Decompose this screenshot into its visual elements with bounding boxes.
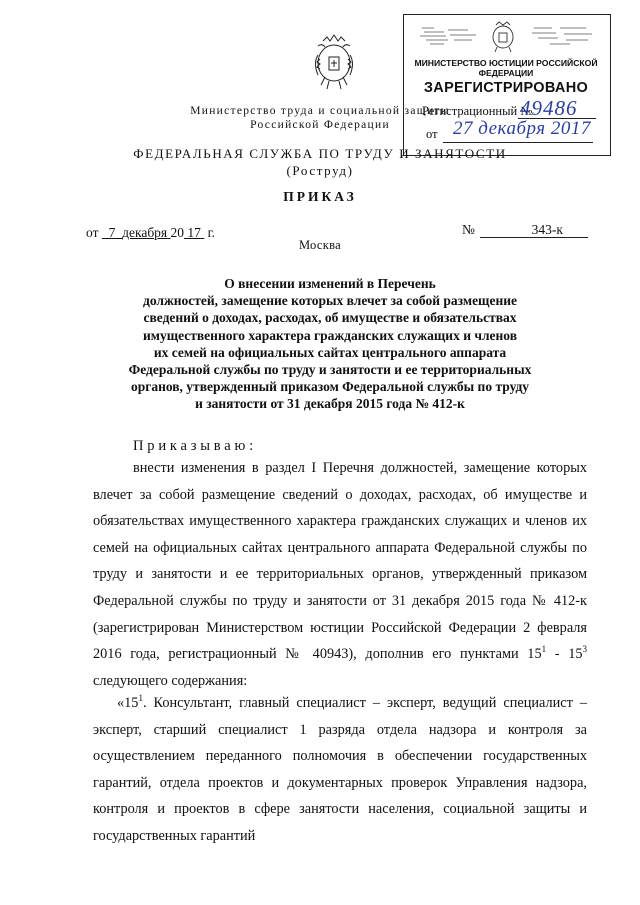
order-heading xyxy=(120,275,540,413)
service-header xyxy=(100,145,540,179)
stamp-ministry: МИНИСТЕРСТВО ЮСТИЦИИ РОССИЙСКОЙ ФЕДЕРАЦИИ xyxy=(414,58,598,78)
heading-line: и занятости от 31 декабря 2015 года № 412-к xyxy=(195,396,465,412)
heading-line: О внесении изменений в Перечень xyxy=(224,276,436,291)
stamp-number: 49486 xyxy=(520,96,578,120)
date-year-unit: г. xyxy=(207,225,216,240)
stamp-emblem-icon xyxy=(488,20,518,54)
date-day: 7 декабря xyxy=(108,225,168,240)
stamp-date-line xyxy=(443,142,593,143)
date-year: 17 xyxy=(187,225,201,240)
date-prefix: от xyxy=(86,225,99,240)
heading-line: сведений о доходах, расходах, об имуществе и обязательствах xyxy=(143,310,517,326)
order-command: Приказываю: xyxy=(133,438,257,454)
stamp-date: 27 декабря 2017 xyxy=(453,118,591,139)
ministry-line-1: Министерство труда и социальной защиты xyxy=(190,105,450,117)
stamp-date-label: от xyxy=(426,127,438,141)
service-line-2: (Роструд) xyxy=(286,163,354,178)
body-paragraph-1: внести изменения в раздел I Перечня должностей, замещение которых влечет за собой размещение сведений о доходах, расходах, об имуществе и обязательствах имущественного характера гражданских служащих и членов их семей на официальных сайтах центрального аппарата Федеральной службы по труду и занятости и ее территориальных органов, утвержденный приказом Федеральной службы по труду и занятости от 31 декабря 2015 года № 412-к (зарегистрирован Министерством юстиции Российской Федерации 2 февраля 2016 года, регистрационный № 40943), дополнив его пунктами $15^1 - 15^3$ следующего содержания: xyxy=(93,460,587,689)
ministry-line-2: Российской Федерации xyxy=(250,119,390,131)
number-label: № xyxy=(462,222,475,237)
body-paragraph-2: «$15^1$. Консультант, главный специалист – эксперт, ведущий специалист – эксперт, старший специалист 1 разряда отдела надзора и контроля за осуществлением переданного полномочия в обеспечении государственных гарантий, отдела проектов и документарных проверок Управления надзора, контроля и проектов в сфере занятости населения, социальной защиты и государственных гарантий xyxy=(93,693,587,844)
number-value: 343-к xyxy=(531,222,563,237)
date-year-prefix: 20 xyxy=(170,225,185,240)
heading-line: должностей, замещение которых влечет за собой размещение xyxy=(143,293,517,309)
heading-line: имущественного характера гражданских служащих и членов xyxy=(142,327,518,343)
coat-of-arms-icon xyxy=(311,33,357,93)
order-number xyxy=(462,222,563,238)
order-city: Москва xyxy=(298,238,342,252)
stamp-hatching xyxy=(420,22,478,48)
stamp-hatching xyxy=(530,22,594,48)
stamp-registered: ЗАРЕГИСТРИРОВАНО xyxy=(423,80,589,96)
stamp-number-label: Регистрационный № xyxy=(422,104,533,118)
heading-line: Федеральной службы по труду и занятости и ее территориальных xyxy=(128,362,532,378)
heading-line: органов, утвержденный приказом Федеральной службы по труду xyxy=(130,379,530,395)
order-title: ПРИКАЗ xyxy=(283,189,357,204)
service-line-1: ФЕДЕРАЛЬНАЯ СЛУЖБА ПО ТРУДУ И ЗАНЯТОСТИ xyxy=(133,146,507,161)
heading-line: их семей на официальных сайтах центрального аппарата xyxy=(153,344,507,360)
